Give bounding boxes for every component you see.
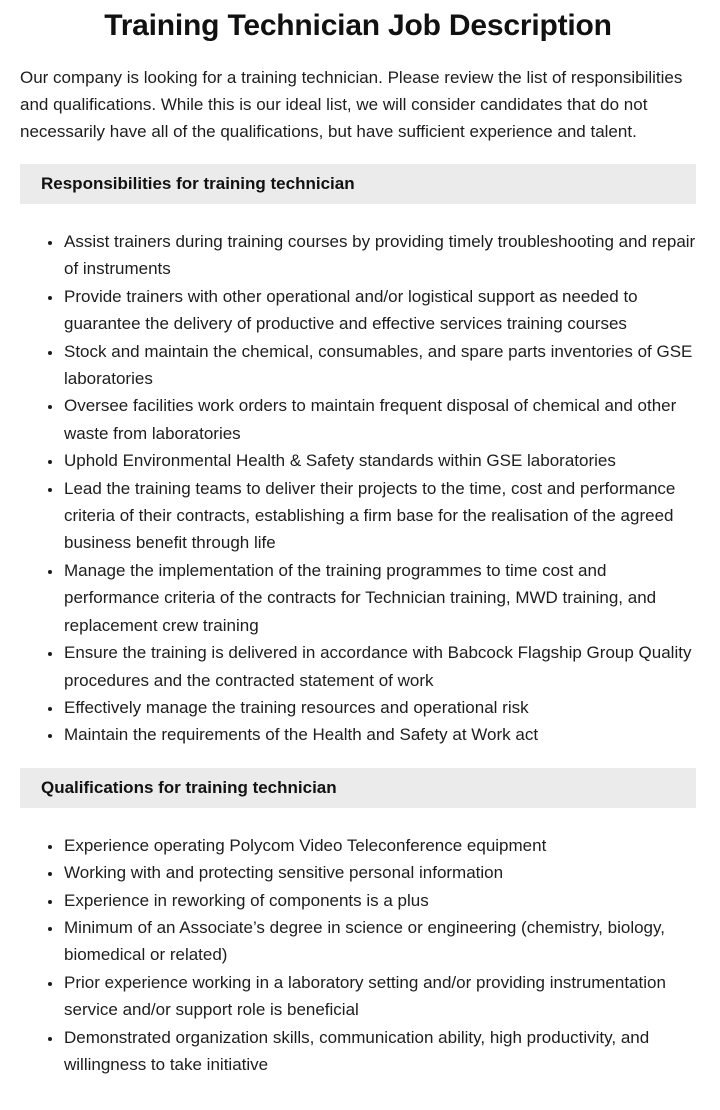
list-item: • Oversee facilities work orders to maintain frequent disposal of chemical and other waste from laboratories <box>63 392 696 447</box>
list-item: • Prior experience working in a laboratory setting and/or providing instrumentation service and/or support role is beneficial <box>63 969 696 1024</box>
list-item: • Minimum of an Associate’s degree in science or engineering (chemistry, biology, biomedical or related) <box>63 914 696 969</box>
section-responsibilities <box>20 164 696 749</box>
qualifications-section-heading: Qualifications for training technician <box>20 768 696 808</box>
list-item: • Stock and maintain the chemical, consumables, and spare parts inventories of GSE laboratories <box>63 338 696 393</box>
qualifications-list <box>20 832 696 1079</box>
list-item: • Manage the implementation of the training programmes to time cost and performance criteria of the contracts for Technician training, MWD training, and replacement crew training <box>63 557 696 639</box>
list-item: • Lead the training teams to deliver their projects to the time, cost and performance criteria of their contracts, establishing a firm base for the realisation of the agreed business benefit through life <box>63 475 696 557</box>
section-qualifications <box>20 768 696 1079</box>
list-item: • Assist trainers during training courses by providing timely troubleshooting and repair of instruments <box>63 228 696 283</box>
list-item: • Demonstrated organization skills, communication ability, high productivity, and willingness to take initiative <box>63 1024 696 1079</box>
list-item: • Ensure the training is delivered in accordance with Babcock Flagship Group Quality procedures and the contracted statement of work <box>63 639 696 694</box>
intro-paragraph: Our company is looking for a training technician. Please review the list of responsibilities and qualifications. While this is our ideal list, we will consider candidates that do not necessarily have all of the qualifications, but have sufficient experience and talent. <box>20 68 683 141</box>
list-item: • Uphold Environmental Health & Safety standards within GSE laboratories <box>63 447 696 474</box>
responsibilities-list <box>20 228 696 749</box>
list-item: • Experience in reworking of components is a plus <box>63 887 696 914</box>
list-item: • Experience operating Polycom Video Teleconference equipment <box>63 832 696 859</box>
page-title: Training Technician Job Description <box>104 9 612 42</box>
list-item: • Maintain the requirements of the Health and Safety at Work act <box>63 721 696 748</box>
list-item: • Effectively manage the training resources and operational risk <box>63 694 696 721</box>
list-item: • Working with and protecting sensitive personal information <box>63 859 696 886</box>
list-item: • Provide trainers with other operational and/or logistical support as needed to guarantee the delivery of productive and effective services training courses <box>63 283 696 338</box>
responsibilities-section-heading: Responsibilities for training technician <box>20 164 696 204</box>
